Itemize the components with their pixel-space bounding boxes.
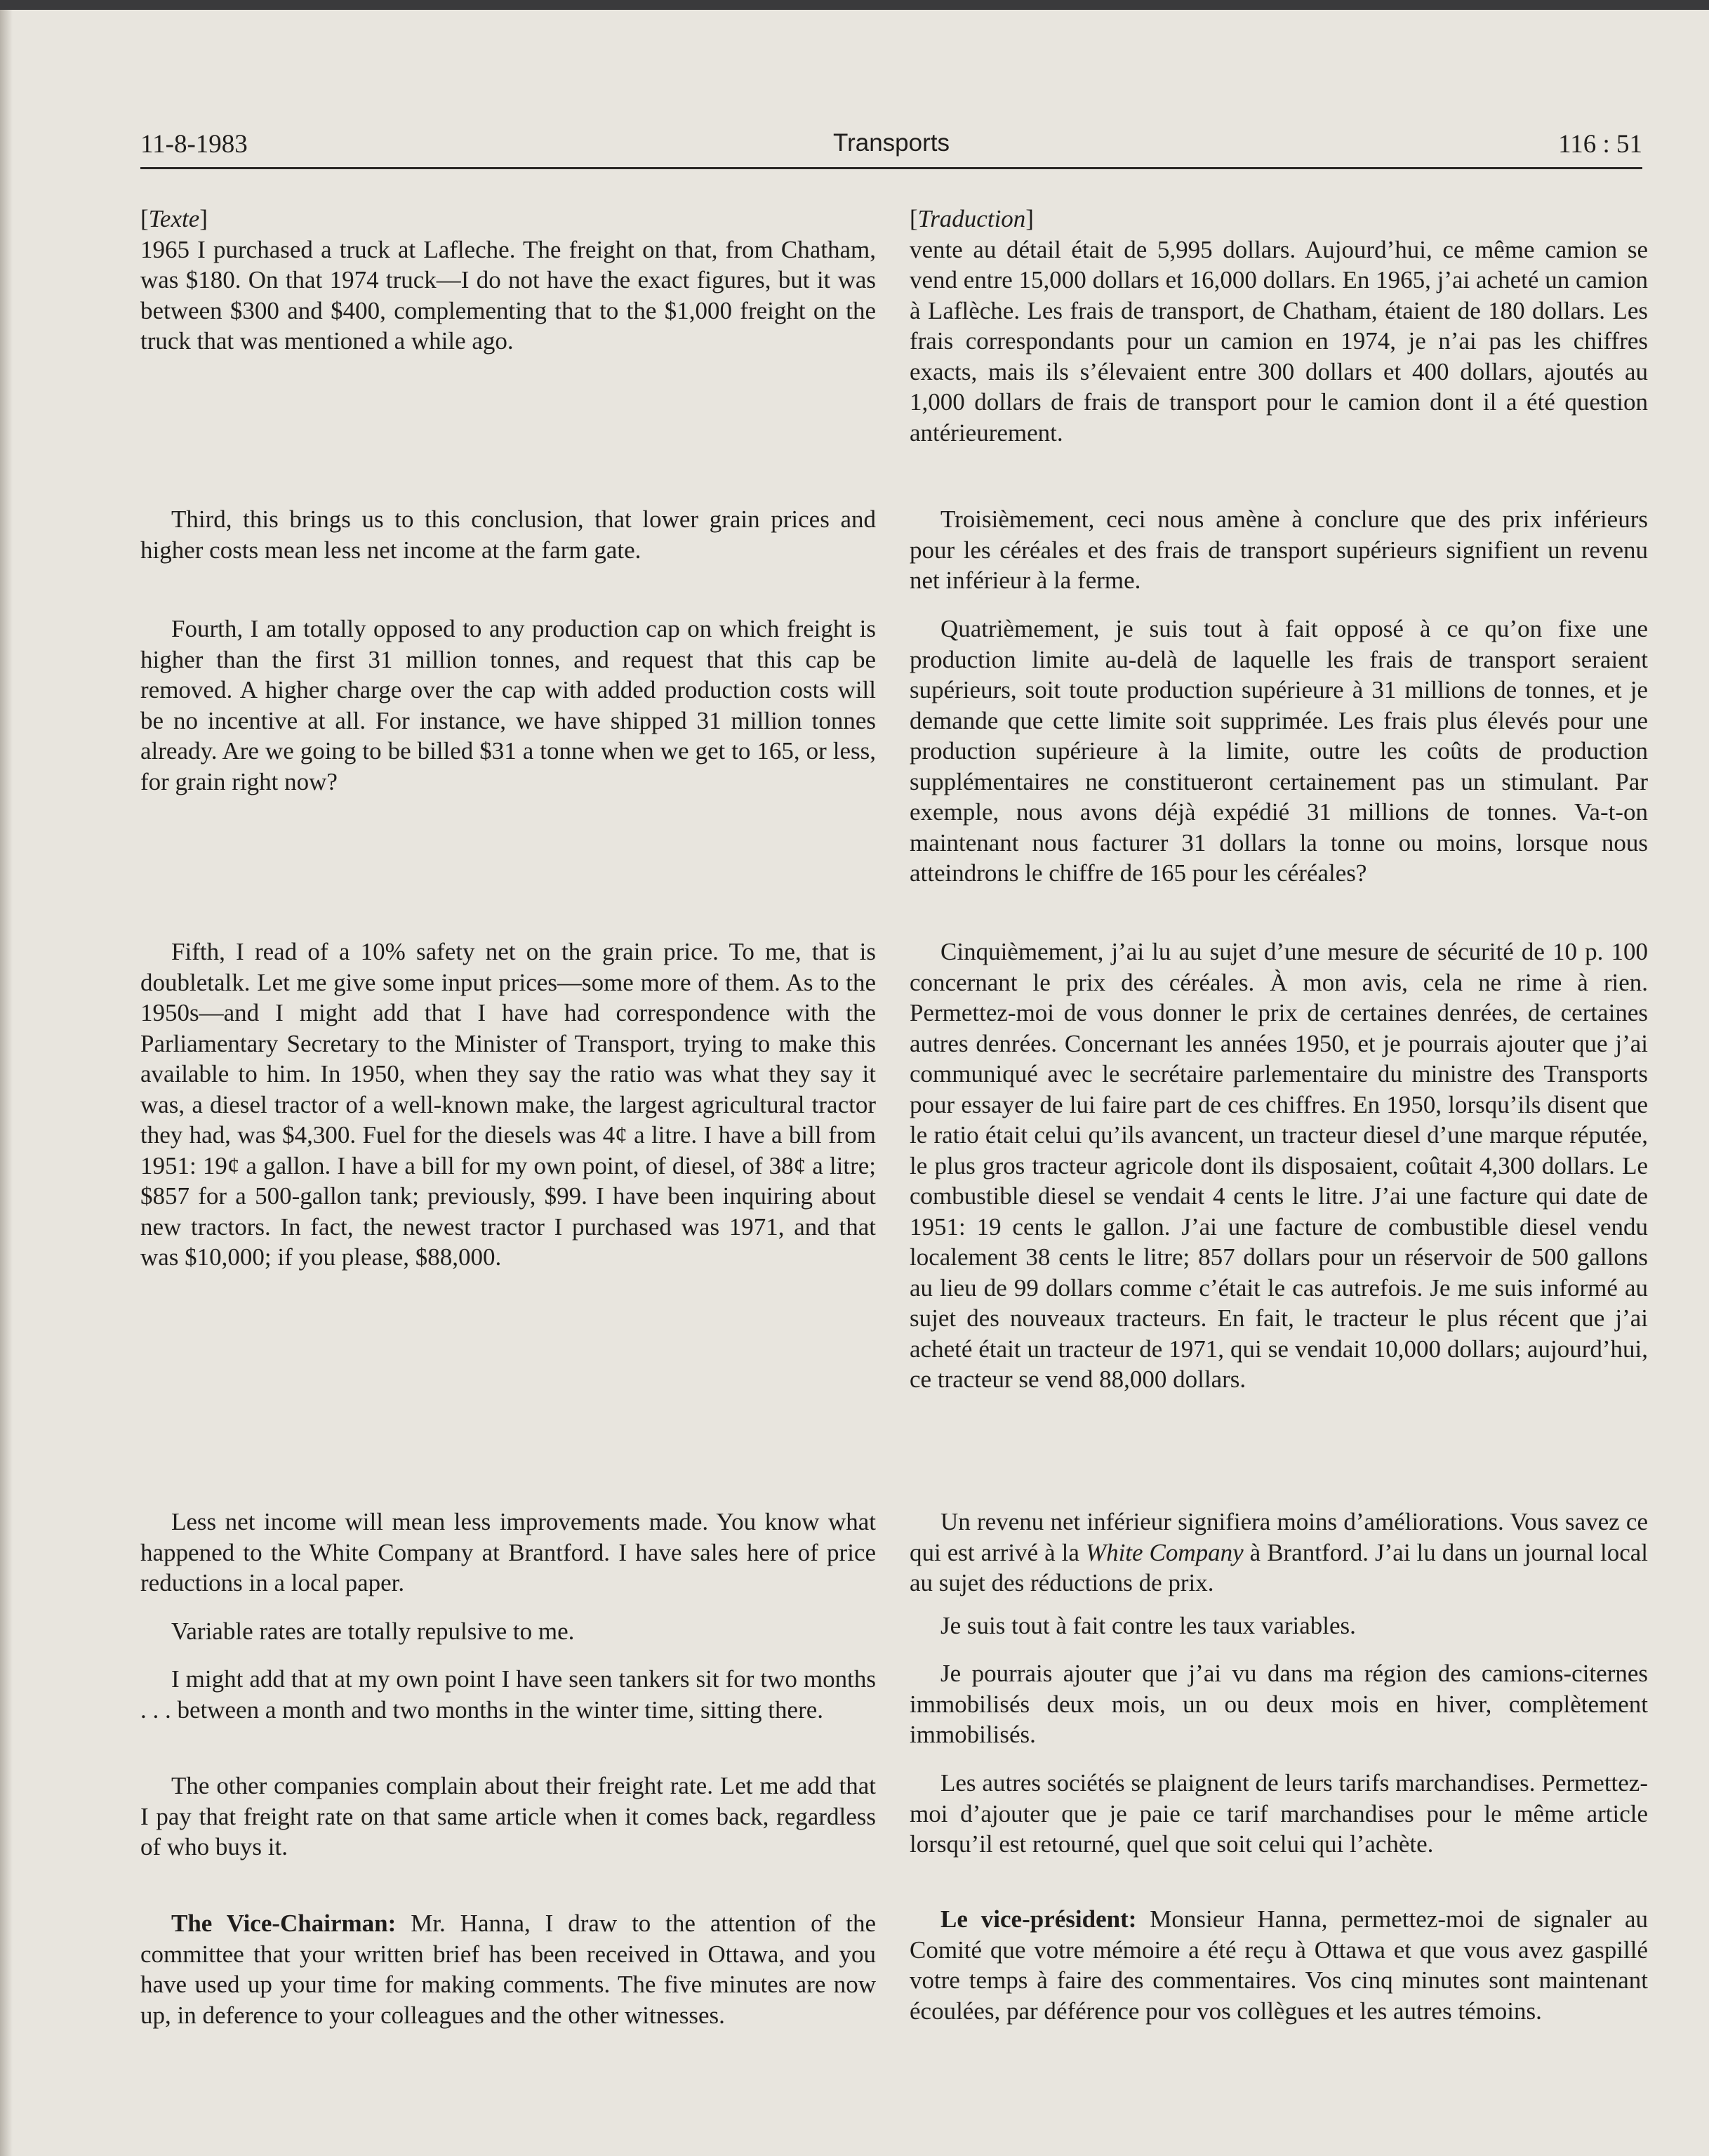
- right-paragraph-2-text: Troisièmement, ceci nous amène à conclure que des prix inférieurs pour les céréales et des frais de transport supérieurs signifient un revenu net inférieur à la ferme.: [910, 505, 1648, 594]
- company-name: White Company: [1085, 1538, 1244, 1566]
- right-column-top: [910, 204, 1648, 448]
- right-paragraph-5-text: Un revenu net inférieur signifiera moins d’améliorations. Vous savez ce qui est arrivé à la White Company à Brantford. J’ai lu dans un journal local au sujet des réductions de prix.: [910, 1508, 1648, 1596]
- right-paragraph-6-text: Je suis tout à fait contre les taux variables.: [940, 1612, 1356, 1639]
- left-paragraph-4-text: Fifth, I read of a 10% safety net on the grain price. To me, that is doubletalk. Let me give some input prices—some more of them. As to the 1950s—and I might add that I have had correspondence with the Parliamentary Secretary to the Minister of Transport, trying to make this available to him. In 1950, when they say the ratio was what they say it was, a diesel tractor of a well-known make, the largest agricultural tractor they had, was $4,300. Fuel for the diesels was 4¢ a litre. I have a bill from 1951: 19¢ a gallon. I have a bill for my own point, of diesel, of 38¢ a litre; $857 for a 500-gallon tank; previously, $99. I have been inquiring about new tractors. In fact, the newest tractor I purchased was 1971, and that was $10,000; if you please, $88,000.: [140, 938, 876, 1271]
- left-paragraph-4: [140, 937, 876, 1273]
- header-date: 11-8-1983: [140, 130, 248, 159]
- left-paragraph-6-text: Variable rates are totally repulsive to me.: [171, 1618, 575, 1645]
- right-language-tag: [Traduction]: [910, 205, 1034, 232]
- left-language-tag: [Texte]: [140, 205, 208, 232]
- right-paragraph-7-text: Je pourrais ajouter que j’ai vu dans ma région des camions-citernes immobilisés deux mois, un ou deux mois en hiver, complètement immobilisés.: [910, 1660, 1648, 1748]
- left-paragraph-9-text: The Vice-Chairman: Mr. Hanna, I draw to the attention of the committee that your written brief has been received in Ottawa, and you have used up your time for making comments. The five minutes are now up, in deference to your colleagues and the other witnesses.: [140, 1910, 876, 2029]
- right-paragraph-9: [910, 1904, 1648, 2026]
- left-paragraph-6: [140, 1616, 876, 1647]
- left-paragraph-3-text: Fourth, I am totally opposed to any production cap on which freight is higher than the first 31 million tonnes, and request that this cap be removed. A higher charge over the cap with added production costs will be no incentive at all. For instance, we have shipped 31 million tonnes already. Are we going to be billed $31 a tonne when we get to 165, or less, for grain right now?: [140, 615, 876, 795]
- left-paragraph-1: 1965 I purchased a truck at Lafleche. The freight on that, from Chatham, was $180. On that 1974 truck—I do not have the exact figures, but it was between $300 and $400, complementing that to the $1,000 freight on the truck that was mentioned a while ago.: [140, 235, 876, 355]
- page-gutter-shadow: [0, 10, 13, 2156]
- right-paragraph-6: [910, 1611, 1648, 1641]
- right-paragraph-8: [910, 1768, 1648, 1860]
- left-speaker-label: The Vice-Chairman:: [171, 1910, 397, 1937]
- left-column-top: [140, 204, 876, 357]
- left-paragraph-7: [140, 1664, 876, 1725]
- right-paragraph-5: [910, 1507, 1648, 1599]
- page-header: [140, 125, 1642, 169]
- left-paragraph-7-text: I might add that at my own point I have seen tankers sit for two months . . . between a month and two months in the winter time, sitting there.: [140, 1665, 876, 1724]
- header-page-number: 116 : 51: [1558, 130, 1642, 159]
- right-paragraph-4: [910, 937, 1648, 1395]
- right-paragraph-4-text: Cinquièmement, j’ai lu au sujet d’une mesure de sécurité de 10 p. 100 concernant le prix des céréales. À mon avis, cela ne rime à rien. Permettez-moi de vous donner le prix de certaines denrées, de certaines autres denrées. Concernant les années 1950, et je pourrais ajouter que j’ai communiqué avec le secrétaire parlementaire du ministre des Transports pour essayer de lui faire part de ces chiffres. En 1950, lorsqu’ils disent que le ratio était celui qu’ils avancent, un tracteur diesel d’une marque réputée, le plus gros tracteur agricole dont ils disposaient, coûtait 4,300 dollars. Le combustible diesel se vendait 4 cents le litre. J’ai une facture qui date de 1951: 19 cents le gallon. J’ai une facture de combustible diesel vendu localement 38 cents le litre; 857 dollars pour un réservoir de 500 gallons au lieu de 99 dollars comme c’était le cas autrefois. Je me suis informé au sujet des nouveaux tracteurs. En fait, le tracteur le plus récent que j’ai acheté était un tracteur de 1971, qui se vendait 10,000 dollars; aujourd’hui, ce tracteur se vend 88,000 dollars.: [910, 938, 1648, 1393]
- left-paragraph-8: [140, 1771, 876, 1863]
- left-paragraph-8-text: The other companies complain about their freight rate. Let me add that I pay that freight rate on that same article when it comes back, regardless of who buys it.: [140, 1772, 876, 1860]
- right-paragraph-1: vente au détail était de 5,995 dollars. Aujourd’hui, ce même camion se vend entre 15,000 dollars et 16,000 dollars. En 1965, j’ai acheté un camion à Laflèche. Les frais de transport, de Chatham, étaient de 180 dollars. Les frais correspondants pour un camion en 1974, je n’ai pas les chiffres exacts, mais ils s’élevaient entre 300 dollars et 400 dollars, ajoutés au 1,000 dollars de frais de transport pour le camion dont il a été question antérieurement.: [910, 235, 1648, 447]
- right-paragraph-3: [910, 614, 1648, 889]
- scan-top-edge: [0, 0, 1709, 10]
- left-paragraph-5-text: Less net income will mean less improvements made. You know what happened to the White Company at Brantford. I have sales here of price reductions in a local paper.: [140, 1508, 876, 1596]
- right-paragraph-8-text: Les autres sociétés se plaignent de leurs tarifs marchandises. Permettez-moi d’ajouter que je paie ce tarif marchandises pour le même article lorsqu’il est retourné, quel que soit celui qui l’achète.: [910, 1769, 1648, 1858]
- left-paragraph-2: [140, 504, 876, 565]
- left-paragraph-2-text: Third, this brings us to this conclusion, that lower grain prices and higher costs mean less net income at the farm gate.: [140, 505, 876, 564]
- right-paragraph-2: [910, 504, 1648, 596]
- header-title: Transports: [833, 129, 950, 157]
- left-paragraph-5: [140, 1507, 876, 1599]
- right-paragraph-3-text: Quatrièmement, je suis tout à fait opposé à ce qu’on fixe une production limite au-delà de laquelle les frais de transport seraient supérieurs, soit toute production supérieure à 31 millions de tonnes, et je demande que cette limite soit supprimée. Les frais plus élevés pour une production supérieure à la limite, outre les coûts de production supplémentaires ne constitueront certainement pas un stimulant. Par exemple, nous avons déjà expédié 31 millions de tonnes. Va-t-on maintenant nous facturer 31 dollars la tonne ou moins, lorsque nous atteindrons le chiffre de 165 pour les céréales?: [910, 615, 1648, 887]
- right-speaker-label: Le vice-président:: [940, 1905, 1137, 1933]
- right-paragraph-9-text: Le vice-président: Monsieur Hanna, permettez-moi de signaler au Comité que votre mémoire a été reçu à Ottawa et que vous avez gaspillé votre temps à faire des commentaires. Vos cinq minutes sont maintenant écoulées, par déférence pour vos collègues et les autres témoins.: [910, 1905, 1648, 2025]
- left-paragraph-9: [140, 1908, 876, 2030]
- right-paragraph-7: [910, 1658, 1648, 1750]
- left-paragraph-3: [140, 614, 876, 797]
